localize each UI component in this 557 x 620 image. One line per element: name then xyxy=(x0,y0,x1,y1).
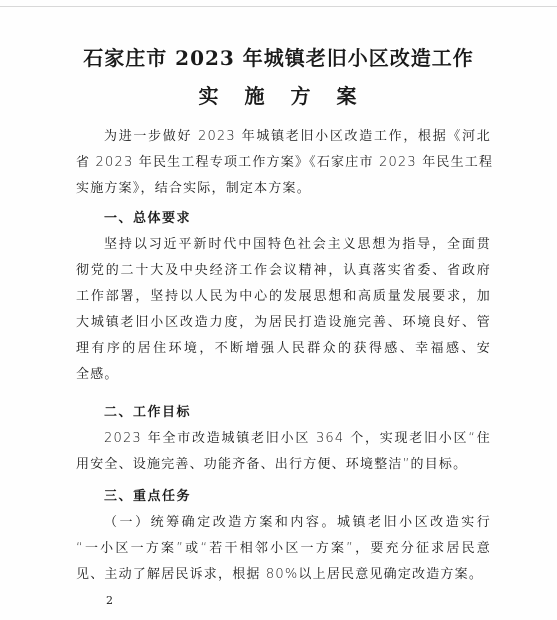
section3-line: “一小区一方案”或“若干相邻小区一方案”，要充分征求居民意 xyxy=(76,541,491,556)
section3-line: （一）统筹确定改造方案和内容。城镇老旧小区改造实行 xyxy=(104,515,491,530)
page-top-edge xyxy=(0,6,557,7)
section1-paragraph xyxy=(76,232,491,388)
section2-line: 2023 年全市改造城镇老旧小区 364 个，实现老旧小区“住 xyxy=(104,431,491,446)
section3-heading: 三、重点任务 xyxy=(104,489,192,504)
section3-paragraph xyxy=(76,510,491,588)
document-title-line2: 实施方案 xyxy=(198,84,383,108)
intro-paragraph xyxy=(76,124,494,202)
intro-line: 为进一步做好 2023 年城镇老旧小区改造工作，根据《河北 xyxy=(104,129,491,144)
intro-line: 实施方案》，结合实际，制定本方案。 xyxy=(76,181,311,196)
document-title-line1: 石家庄市 2023 年城镇老旧小区改造工作 xyxy=(83,46,474,70)
section1-line: 坚持以习近平新时代中国特色社会主义思想为指导，全面贯 xyxy=(104,237,491,252)
section1-heading: 一、总体要求 xyxy=(104,211,192,226)
intro-line: 省 2023 年民生工程专项工作方案》《石家庄市 2023 年民生工程 xyxy=(76,155,494,170)
section1-line: 工作部署，坚持以人民为中心的发展思想和高质量发展要求，加 xyxy=(76,289,491,304)
section2-heading: 二、工作目标 xyxy=(104,405,192,420)
section1-line: 全感。 xyxy=(76,367,119,382)
page-number: 2 xyxy=(106,594,113,607)
section2-line: 用安全、设施完善、功能齐备、出行方便、环境整洁”的目标。 xyxy=(76,457,468,472)
section3-line: 见、主动了解居民诉求，根据 80%以上居民意见确定改造方案。 xyxy=(76,567,484,582)
section2-paragraph xyxy=(76,426,491,478)
section1-line: 理有序的居住环境，不断增强人民群众的获得感、幸福感、安 xyxy=(76,341,491,356)
section1-line: 彻党的二十大及中央经济工作会议精神，认真落实省委、省政府 xyxy=(76,263,491,278)
section1-line: 大城镇老旧小区改造力度，为居民打造设施完善、环境良好、管 xyxy=(76,315,491,330)
